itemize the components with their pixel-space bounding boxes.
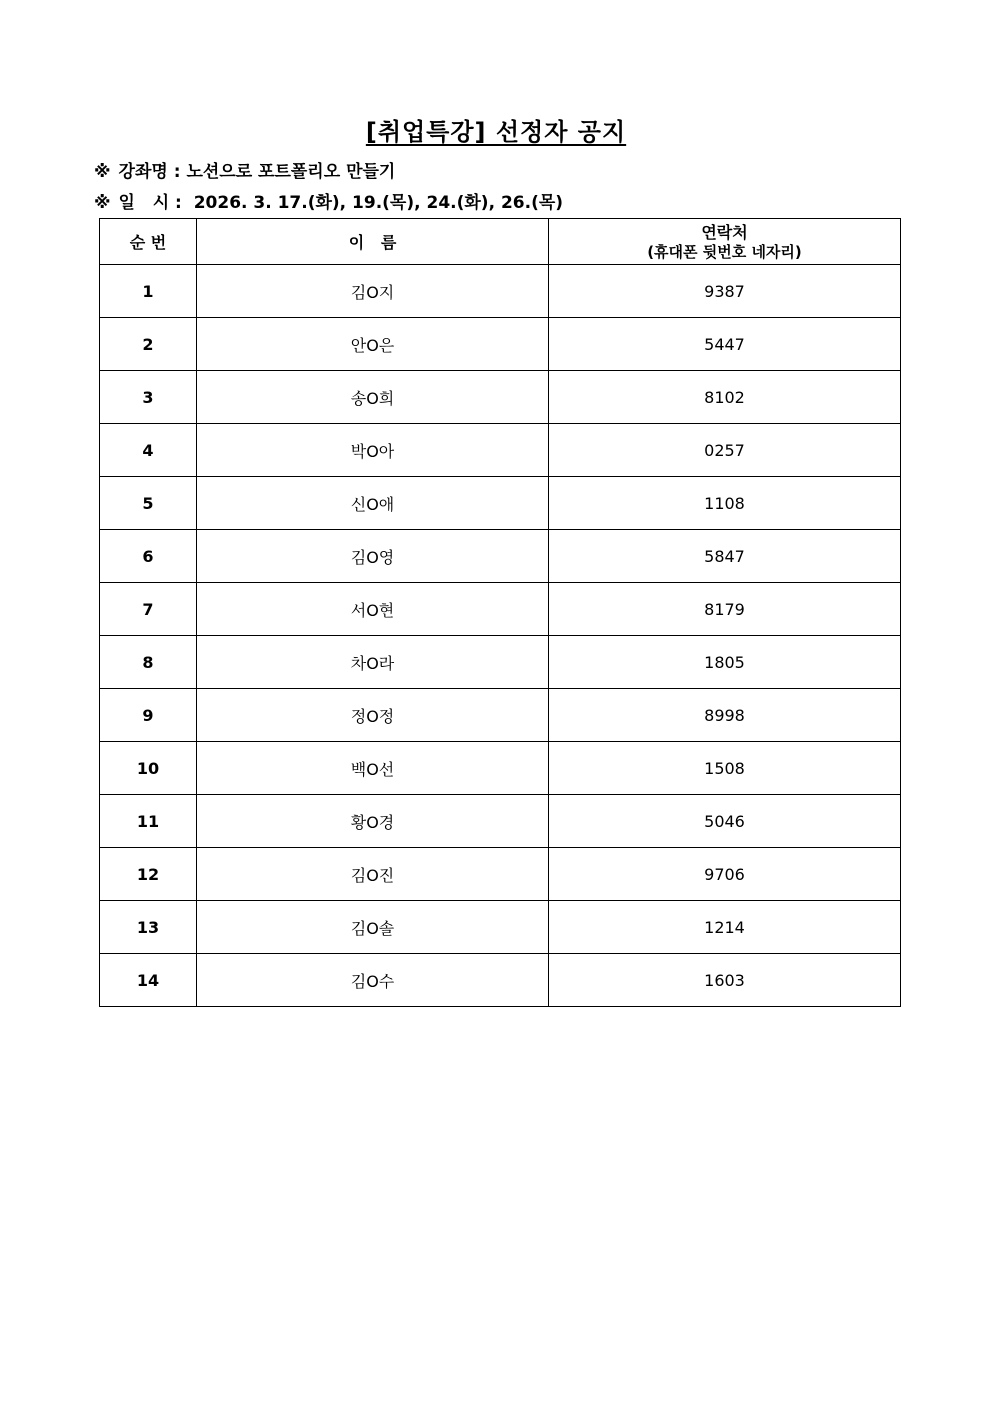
row-name: 박O아 [197, 424, 549, 477]
course-value: 노션으로 포트폴리오 만들기 [186, 162, 396, 182]
table-row [100, 636, 901, 689]
reference-mark-icon: ※ [94, 162, 111, 182]
header-number: 순 번 [100, 219, 197, 265]
row-phone: 5847 [549, 530, 901, 583]
table-row [100, 530, 901, 583]
row-name: 안O은 [197, 318, 549, 371]
row-phone: 5046 [549, 795, 901, 848]
table-row [100, 901, 901, 954]
date-label: 일 시 : [118, 193, 182, 213]
row-name: 김O수 [197, 954, 549, 1007]
table-row [100, 477, 901, 530]
table-row [100, 265, 901, 318]
row-name: 정O정 [197, 689, 549, 742]
row-number: 1 [100, 265, 197, 318]
course-label: 강좌명 : [118, 162, 181, 182]
header-contact [549, 219, 901, 265]
row-name: 김O솔 [197, 901, 549, 954]
row-name: 신O애 [197, 477, 549, 530]
row-phone: 5447 [549, 318, 901, 371]
header-name-text: 이 름 [348, 233, 397, 252]
table-body [100, 265, 901, 1007]
table-row [100, 689, 901, 742]
row-name: 백O선 [197, 742, 549, 795]
selected-participants-table [99, 218, 901, 1007]
table-row [100, 583, 901, 636]
row-number: 4 [100, 424, 197, 477]
page-title-text: [취업특강] 선정자 공지 [365, 118, 627, 146]
table-row [100, 848, 901, 901]
row-phone: 1508 [549, 742, 901, 795]
row-number: 6 [100, 530, 197, 583]
row-phone: 9387 [549, 265, 901, 318]
row-number: 5 [100, 477, 197, 530]
table-row [100, 424, 901, 477]
row-number: 3 [100, 371, 197, 424]
table-row [100, 795, 901, 848]
header-contact-main: 연락처 [701, 222, 748, 242]
table-row [100, 742, 901, 795]
row-phone: 9706 [549, 848, 901, 901]
row-number: 8 [100, 636, 197, 689]
row-phone: 8998 [549, 689, 901, 742]
row-name: 송O희 [197, 371, 549, 424]
row-phone: 1805 [549, 636, 901, 689]
row-number: 11 [100, 795, 197, 848]
row-name: 서O현 [197, 583, 549, 636]
row-number: 7 [100, 583, 197, 636]
row-phone: 8179 [549, 583, 901, 636]
row-name: 김O지 [197, 265, 549, 318]
row-phone: 8102 [549, 371, 901, 424]
header-name [197, 219, 549, 265]
row-phone: 0257 [549, 424, 901, 477]
row-number: 14 [100, 954, 197, 1007]
header-contact-sub: (휴대폰 뒷번호 네자리) [647, 242, 802, 261]
reference-mark-icon: ※ [94, 193, 111, 213]
row-number: 9 [100, 689, 197, 742]
table-header-row [100, 219, 901, 265]
date-info [94, 188, 563, 213]
row-number: 2 [100, 318, 197, 371]
table-row [100, 371, 901, 424]
table-row [100, 954, 901, 1007]
row-phone: 1108 [549, 477, 901, 530]
row-phone: 1214 [549, 901, 901, 954]
row-number: 10 [100, 742, 197, 795]
row-number: 12 [100, 848, 197, 901]
row-name: 김O진 [197, 848, 549, 901]
row-name: 황O경 [197, 795, 549, 848]
row-name: 김O영 [197, 530, 549, 583]
table-row [100, 318, 901, 371]
course-info [94, 157, 395, 182]
row-number: 13 [100, 901, 197, 954]
row-phone: 1603 [549, 954, 901, 1007]
page-title [0, 112, 992, 147]
row-name: 차O라 [197, 636, 549, 689]
date-value: 2026. 3. 17.(화), 19.(목), 24.(화), 26.(목) [193, 193, 564, 213]
